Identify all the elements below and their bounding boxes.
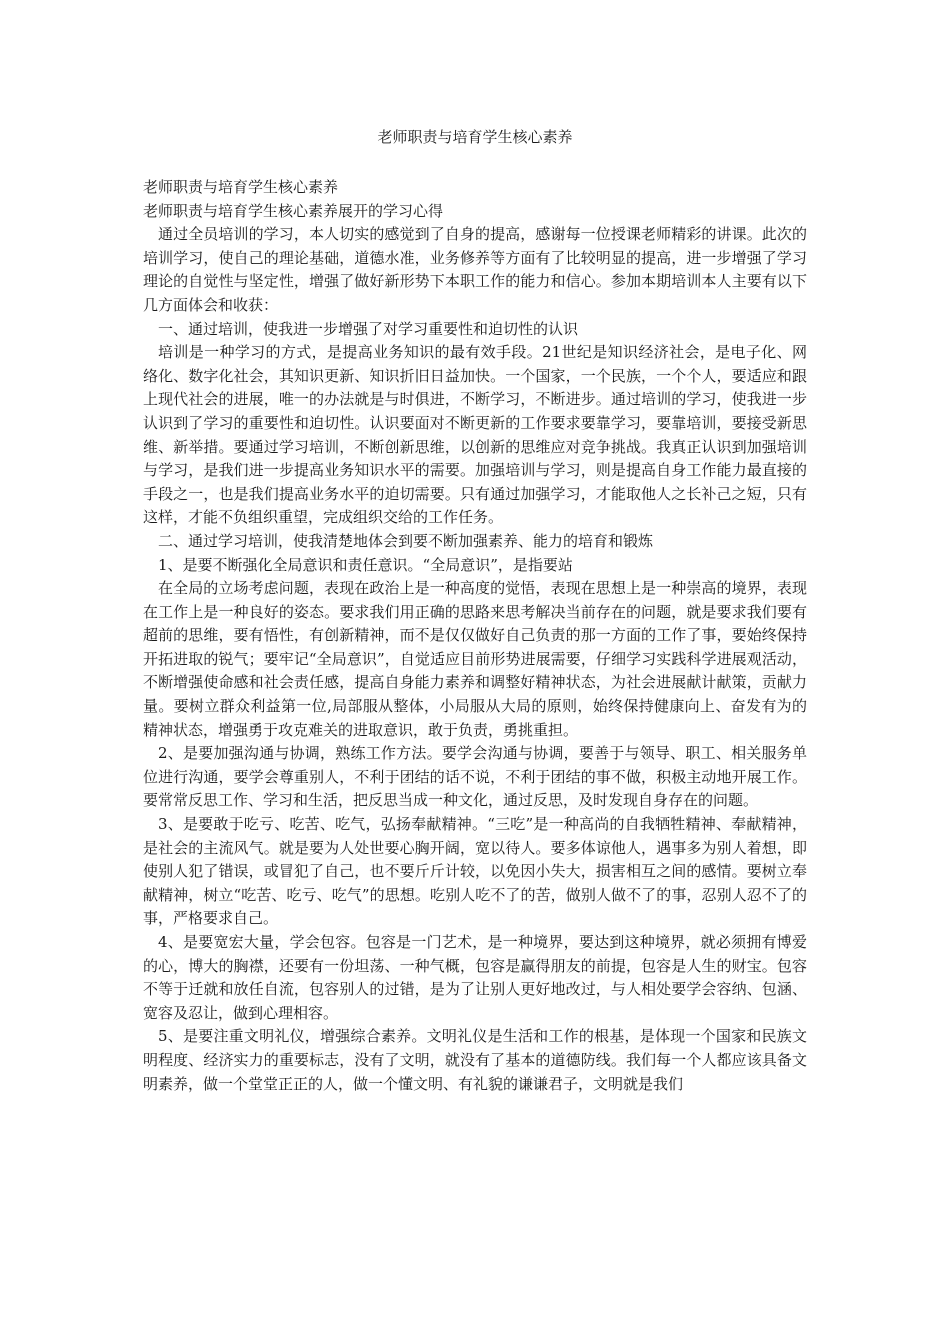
body-paragraph: 老师职责与培育学生核心素养 — [143, 178, 339, 196]
body-paragraph: 2、是要加强沟通与协调，熟练工作方法。要学会沟通与协调，要善于与领导、职工、相关服务单位进行沟通，要学会尊重别人，不利于团结的话不说，不利于团结的事不做，积极主动地开展工作。要常常反思工作、学习和生活，把反思当成一种文化，通过反思，及时发现自身存在的问题。 — [143, 744, 807, 810]
body-paragraph: 老师职责与培育学生核心素养展开的学习心得 — [143, 201, 444, 220]
body-paragraph: 在全局的立场考虑问题，表现在政治上是一种高度的觉悟，表现在思想上是一种崇高的境界，表现在工作上是一种良好的姿态。要求我们用正确的思路来思考解决当前存在的问题，就是要求我们要有超前的思维，要有悟性，有创新精神，而不是仅仅做好自己负责的那一方面的工作了事，要始终保持开拓进取的锐气；要牢记“全局意识”，自觉适应目前形势进展需要，仔细学习实践科学进展观活动，不断增强使命感和社会责任感，提高自身能力素养和调整好精神状态，为社会进展献计献策，贡献力量。要树立群众利益第一位,局部服从整体，小局服从大局的原则，始终保持健康向上、奋发有为的精神状态，增强勇于攻克难关的进取意识，敢于负责，勇挑重担。 — [143, 579, 807, 739]
body-paragraph: 通过全员培训的学习，本人切实的感觉到了自身的提高，感谢每一位授课老师精彩的讲课。此次的培训学习，使自己的理论基础，道德水准，业务修养等方面有了比较明显的提高，进一步增强了学习理论的自觉性与坚定性，增强了做好新形势下本职工作的能力和信心。参加本期培训本人主要有以下几方面体会和收获： — [143, 225, 807, 314]
body-paragraph: 4、是要宽宏大量，学会包容。包容是一门艺术，是一种境界，要达到这种境界，就必须拥有博爱的心，博大的胸襟，还要有一份坦荡、一种气概，包容是赢得朋友的前提，包容是人生的财宝。包容不等于迁就和放任自流，包容别人的过错，是为了让别人更好地改过，与人相处要学会容纳、包涵、宽容及忍让，做到心理相容。 — [143, 933, 807, 1022]
document-title: 老师职责与培育学生核心素养 — [377, 128, 573, 146]
body-paragraph: 培训是一种学习的方式，是提高业务知识的最有效手段。21世纪是知识经济社会，是电子化、网络化、数字化社会，其知识更新、知识折旧日益加快。一个国家，一个民族，一个个人，要适应和跟上现代社会的进展，唯一的办法就是与时俱进，不断学习，不断进步。通过培训的学习，使我进一步认识到了学习的重要性和迫切性。认识要面对不断更新的工作要求要靠学习，要靠培训，要接受新思维、新举措。要通过学习培训，不断创新思维，以创新的思维应对竞争挑战。我真正认识到加强培训与学习，是我们进一步提高业务知识水平的需要。加强培训与学习，则是提高自身工作能力最直接的手段之一，也是我们提高业务水平的迫切需要。只有通过加强学习，才能取他人之长补己之短，只有这样，才能不负组织重望，完成组织交给的工作任务。 — [143, 343, 807, 527]
body-paragraph: 1、是要不断强化全局意识和责任意识。“全局意识”，是指要站 — [158, 555, 573, 574]
body-paragraph: 二、通过学习培训，使我清楚地体会到要不断加强素养、能力的培育和锻炼 — [158, 531, 654, 550]
body-paragraph: 一、通过培训，使我进一步增强了对学习重要性和迫切性的认识 — [158, 319, 579, 338]
document-body — [143, 176, 807, 1096]
body-paragraph: 3、是要敢于吃亏、吃苦、吃气，弘扬奉献精神。“三吃”是一种高尚的自我牺牲精神、奉献精神，是社会的主流风气。就是要为人处世要心胸开阔，宽以待人。要多体谅他人，遇事多为别人着想，即使别人犯了错误，或冒犯了自己，也不要斤斤计较，以免因小失大，损害相互之间的感情。要树立奉献精神，树立“吃苦、吃亏、吃气”的思想。吃别人吃不了的苦，做别人做不了的事，忍别人忍不了的事，严格要求自己。 — [143, 815, 807, 928]
body-paragraph: 5、是要注重文明礼仪，增强综合素养。文明礼仪是生活和工作的根基，是体现一个国家和民族文明程度、经济实力的重要标志，没有了文明，就没有了基本的道德防线。我们每一个人都应该具备文明素养，做一个堂堂正正的人，做一个懂文明、有礼貌的谦谦君子，文明就是我们 — [143, 1027, 807, 1093]
